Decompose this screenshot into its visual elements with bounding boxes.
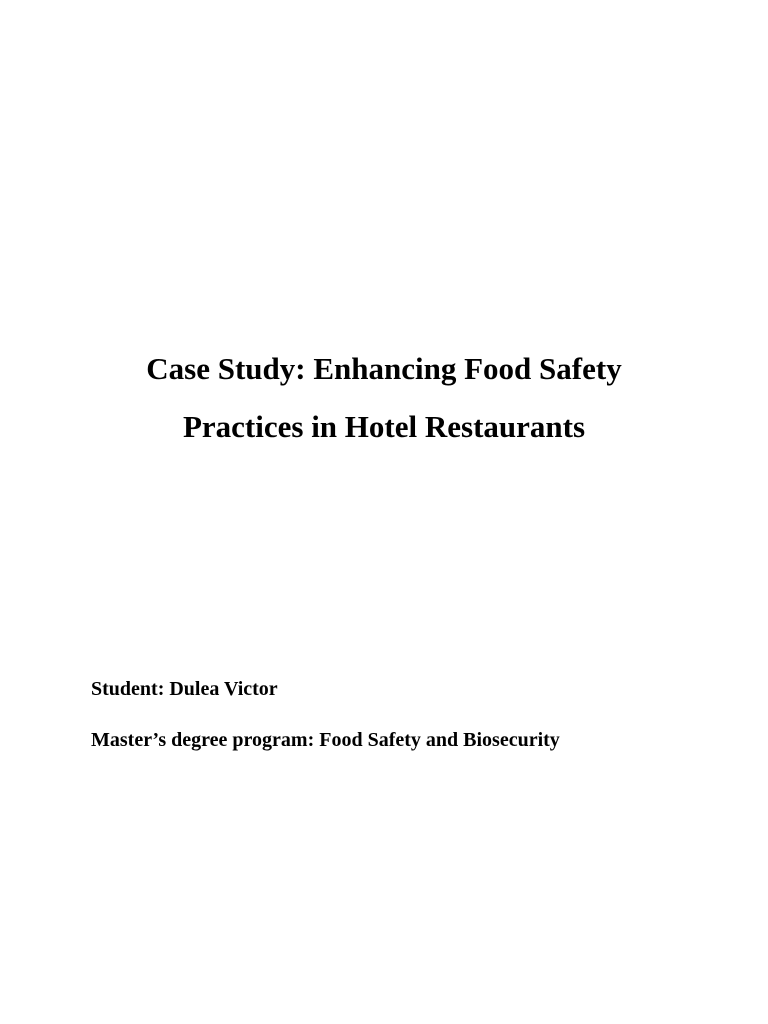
document-title-line-1: Case Study: Enhancing Food Safety xyxy=(146,351,622,386)
title-block xyxy=(0,340,768,456)
student-name: Student: Dulea Victor xyxy=(91,678,278,700)
document-title-line-2: Practices in Hotel Restaurants xyxy=(182,409,586,444)
author-info-block xyxy=(91,676,731,778)
degree-program: Master’s degree program: Food Safety and Biosecurity xyxy=(91,729,560,751)
